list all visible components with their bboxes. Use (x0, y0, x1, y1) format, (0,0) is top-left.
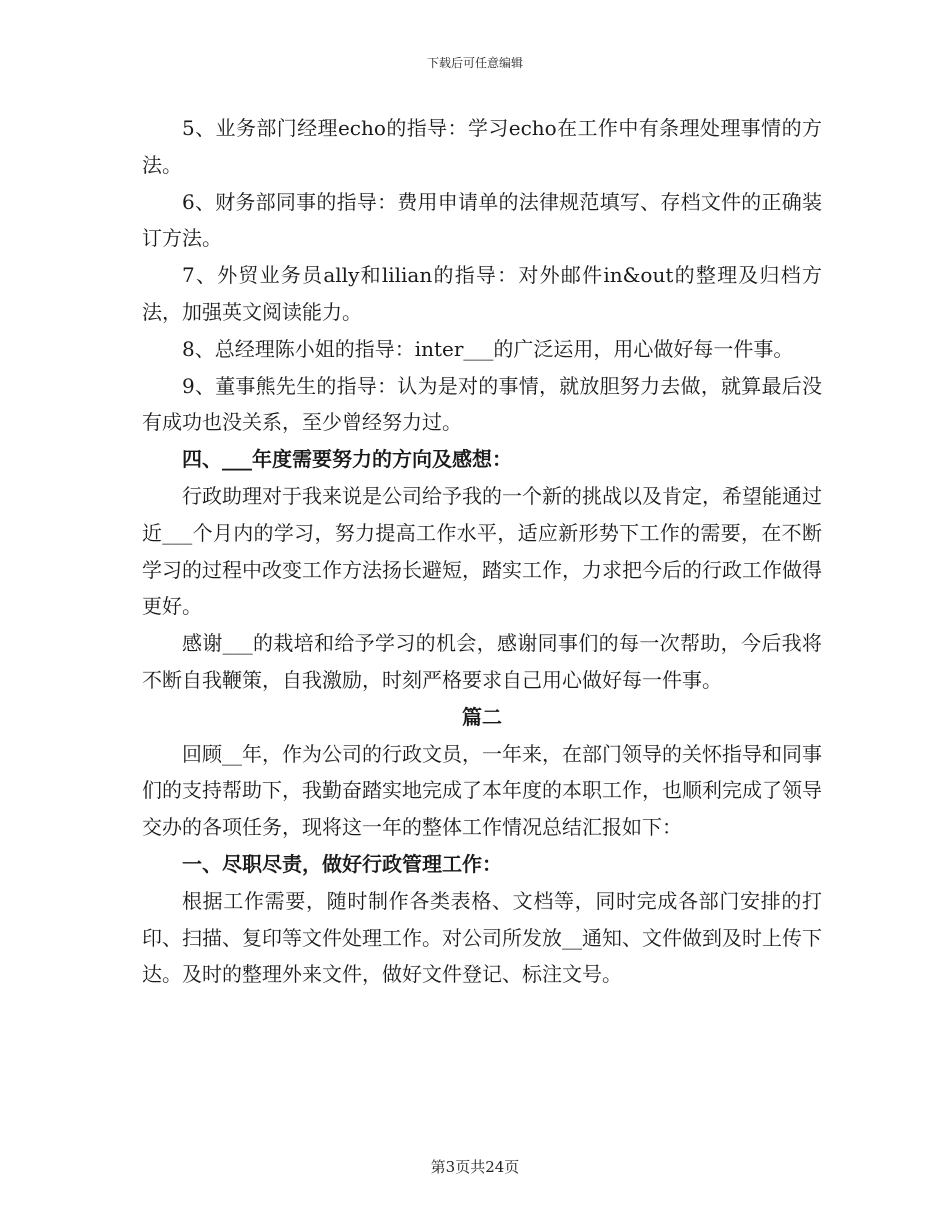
paragraph-outlook: 行政助理对于我来说是公司给予我的一个新的挑战以及肯定，希望能通过近___个月内的学习，努力提高工作水平，适应新形势下工作的需要，在不断学习的过程中改变工作方法扬长避短，踏实工作，力求把今后的行政工作做得更好。 (142, 483, 822, 619)
paragraph-item-5: 5、业务部门经理echo的指导：学习echo在工作中有条理处理事情的方法。 (142, 116, 822, 177)
paragraph-item-7: 7、外贸业务员ally和lilian的指导：对外邮件in&out的整理及归档方法，加强英文阅读能力。 (142, 263, 822, 324)
page-header: 下载后可任意编辑 (426, 56, 523, 70)
paragraph-item-9: 9、董事熊先生的指导：认为是对的事情，就放胆努力去做，就算最后没有成功也没关系，至少曾经努力过。 (142, 373, 822, 435)
section-heading-four: 四、___年度需要努力的方向及感想： (182, 447, 512, 472)
paragraph-review: 回顾__年，作为公司的行政文员，一年来，在部门领导的关怀指导和同事们的支持帮助下，我勤奋踏实地完成了本年度的本职工作，也顺利完成了领导交办的各项任务，现将这一年的整体工作情况总结汇报如下： (142, 741, 822, 840)
section-title-part-two: 篇二 (462, 704, 502, 729)
document-body (142, 110, 822, 993)
section-heading-one: 一、尽职尽责，做好行政管理工作： (182, 851, 502, 876)
paragraph-item-8: 8、总经理陈小姐的指导：inter___的广泛运用，用心做好每一件事。 (182, 336, 794, 361)
paragraph-item-6: 6、财务部同事的指导：费用申请单的法律规范填写、存档文件的正确装订方法。 (142, 189, 822, 251)
page-footer: 第3页共24页 (430, 1158, 520, 1176)
paragraph-admin-work: 根据工作需要，随时制作各类表格、文档等，同时完成各部门安排的打印、扫描、复印等文件处理工作。对公司所发放__通知、文件做到及时上传下达。及时的整理外来文件，做好文件登记、标注文号。 (142, 888, 822, 987)
paragraph-thanks: 感谢___的栽培和给予学习的机会，感谢同事们的每一次帮助，今后我将不断自我鞭策，自我激励，时刻严格要求自己用心做好每一件事。 (142, 631, 822, 692)
